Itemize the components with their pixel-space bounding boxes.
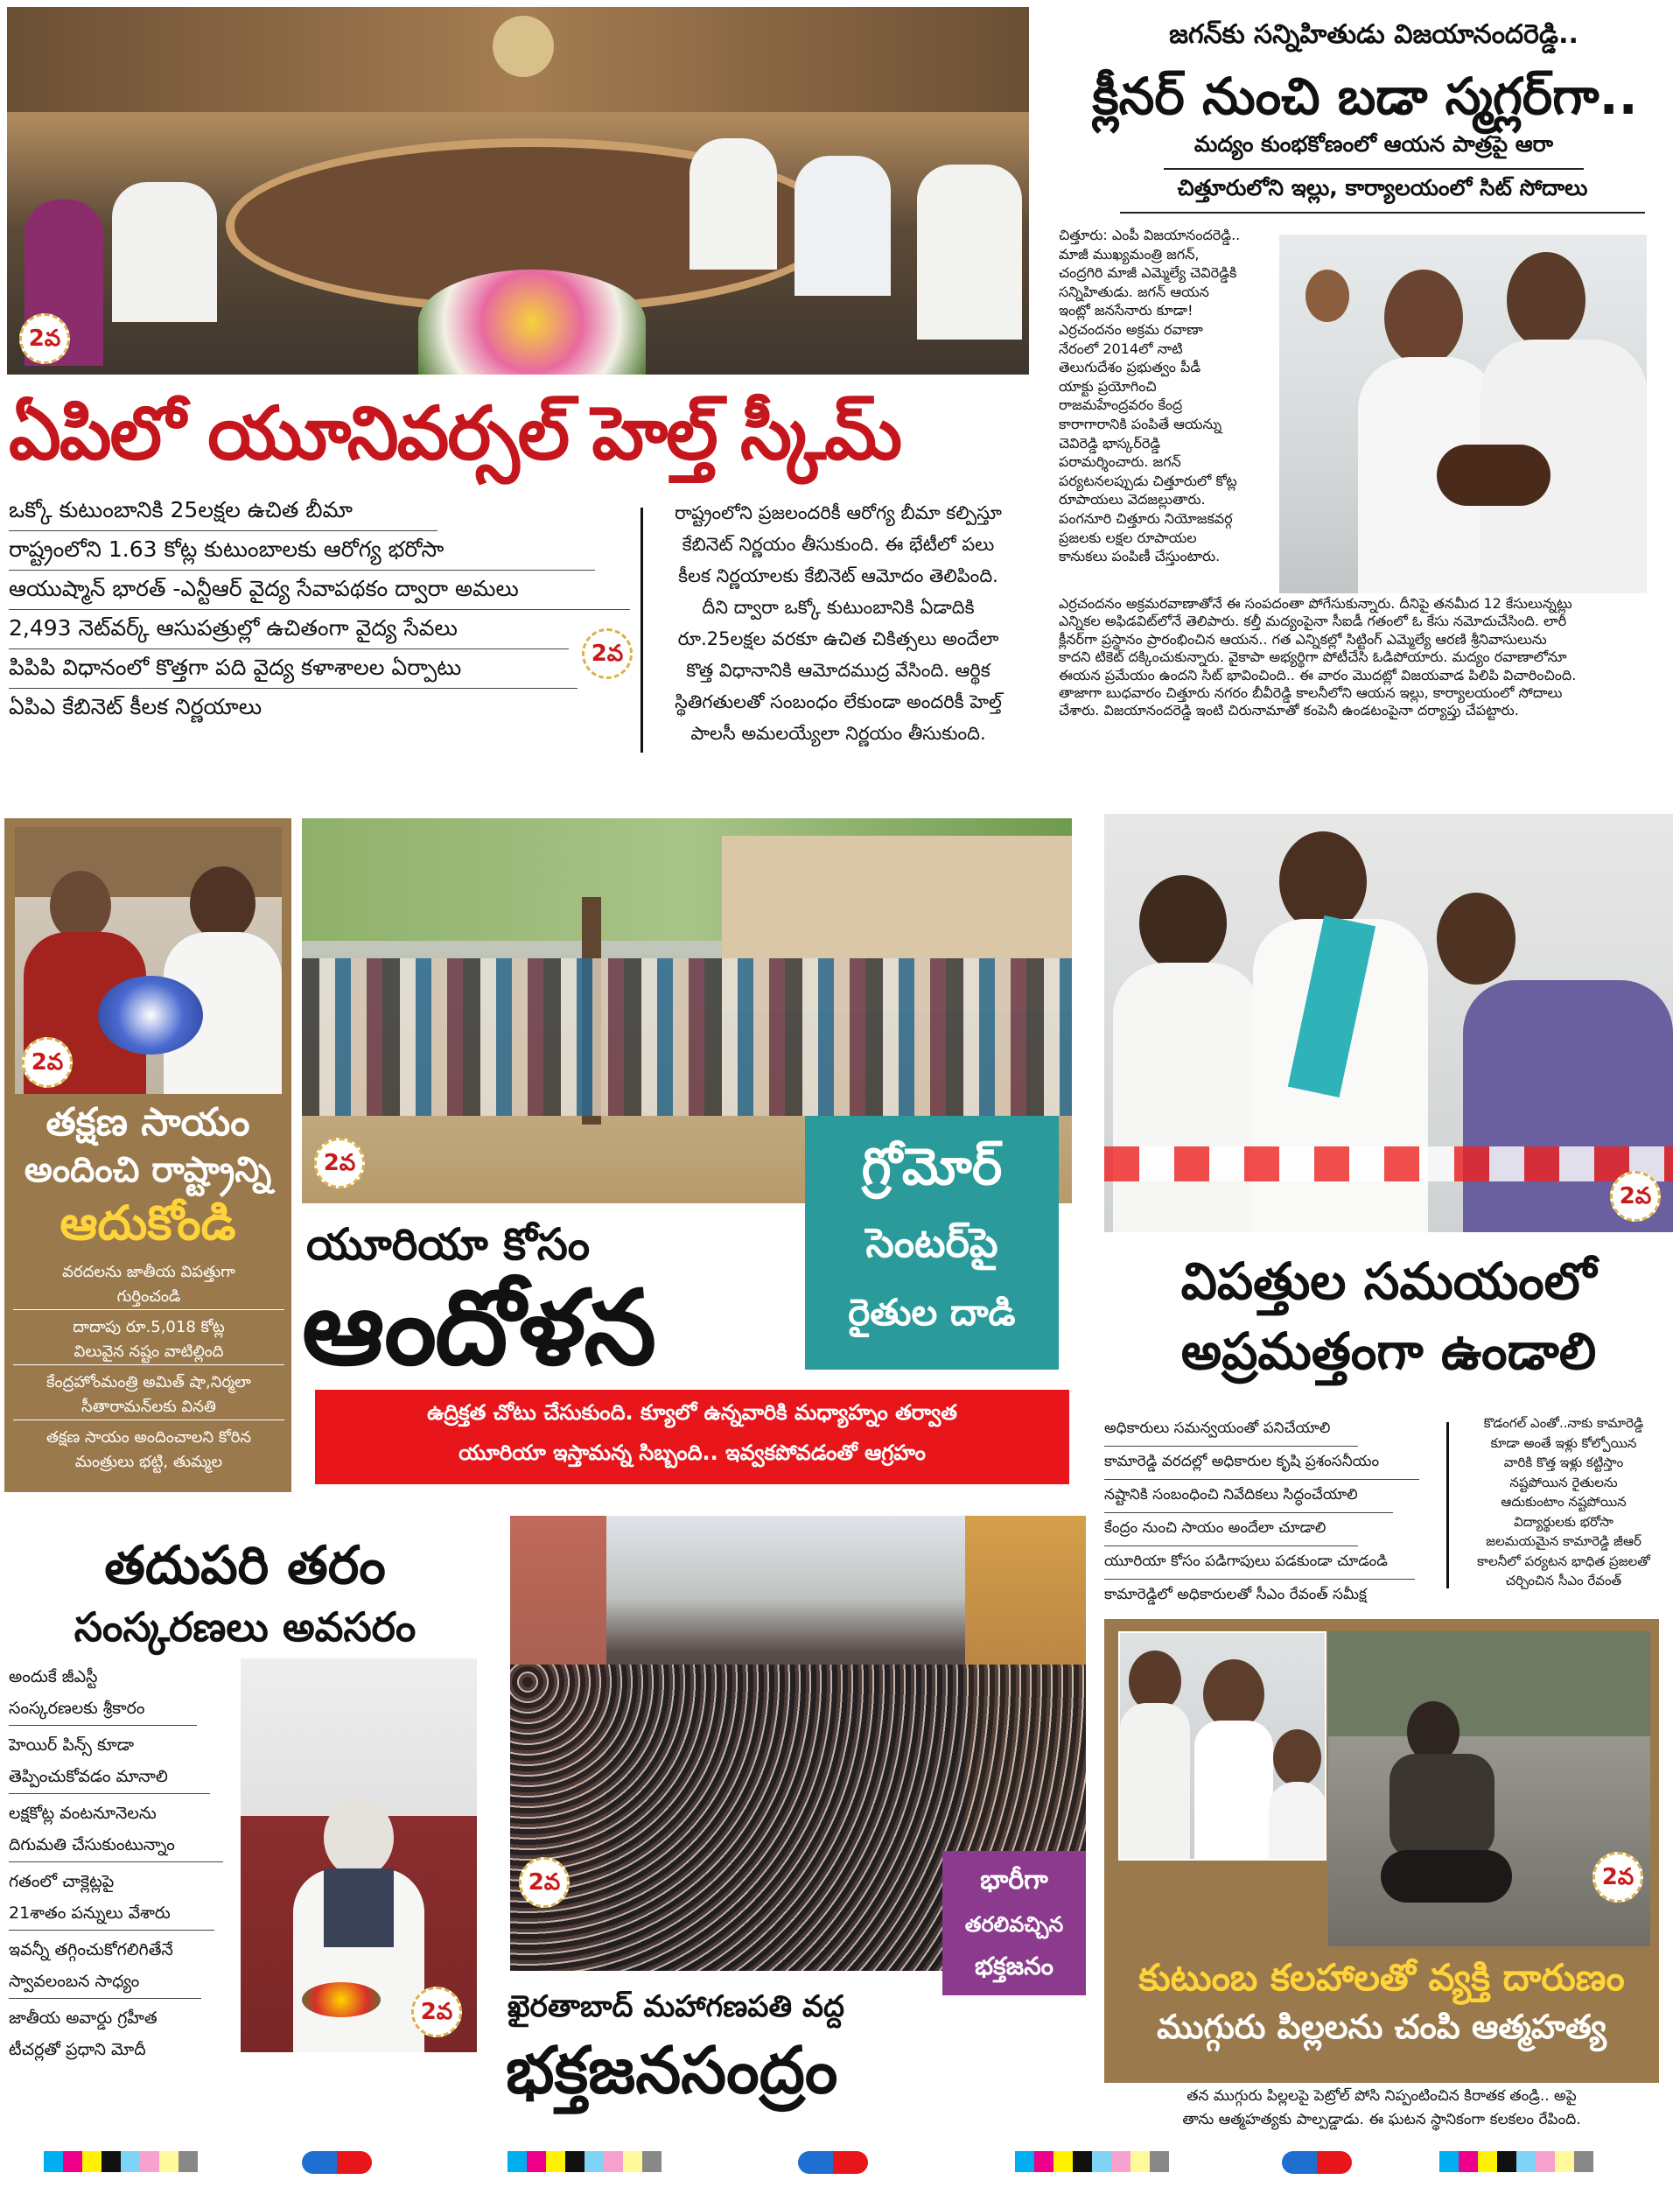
devotees-line-2: తరలివచ్చిన — [964, 1912, 1064, 1937]
body-line: ఎర్రచందనం అక్రమరవాణాతోనే ఈ సంపదంతా పోగేసుకున్నారు. దీనిపై తనమీద 12 కేసులున్నట్లు — [1059, 595, 1572, 612]
bullet-item: వరదలను జాతీయ విపత్తుగా — [62, 1263, 235, 1281]
devotees-box — [942, 1851, 1086, 1995]
family-tragedy-body — [1104, 2085, 1659, 2132]
bullet-item: రాష్ట్రంలోని 1.63 కోట్ల కుటుంబాలకు ఆరోగ్య భరోసా — [9, 531, 595, 571]
body-line: కూడా అంతే ఇళ్లు కోల్పోయిన — [1490, 1434, 1637, 1451]
bullet-item: గుర్తించండి — [13, 1285, 284, 1310]
bullet-item: పిపిపి విధానంలో కొత్తగా పది వైద్య కళాశాలల ఏర్పాటు — [9, 649, 578, 689]
bullet-item: సీతారామన్‌లకు వినతి — [13, 1395, 284, 1420]
body-line: కాదని టికెట్ దక్కించుకున్నారు. వైకాపా అభ్యర్థిగా పోటీచేసి ఓడిపోయారు. మద్యం రవాణాలోనూ — [1059, 648, 1567, 666]
health-scheme-headline: ఏపిలో యూనివర్సల్ హెల్త్ స్కీమ్ — [9, 390, 901, 476]
body-line: విద్యార్థులకు భరోసా — [1514, 1513, 1614, 1530]
body-line: సన్నిహితుడు. జగన్ ఆయన — [1059, 283, 1209, 300]
body-line: చర్చించిన సీఎం రేవంత్ — [1505, 1573, 1622, 1588]
body-line: స్థితిగతులతో సంబంధం లేకుండా అందరికీ హెల్త్ — [675, 691, 1002, 712]
bullet-item: ఒక్కో కుటుంబానికి 25లక్షల ఉచిత బీమా — [9, 492, 438, 531]
color-bar — [1015, 2151, 1169, 2172]
gromore-line-1: గ్రోమోర్ — [861, 1137, 1003, 1196]
smuggler-kicker: జగన్‌కు సన్నిహితుడు విజయానందరెడ్డి.. — [1169, 19, 1578, 50]
body-line: కానుకలు పంపిణీ చేస్తుంటారు. — [1059, 548, 1221, 565]
body-line: చెవిరెడ్డి భాస్కర్‌రెడ్డి — [1059, 434, 1161, 452]
color-bar — [44, 2151, 198, 2172]
body-line: ప్రజలకు లక్షల రూపాయల — [1059, 529, 1197, 546]
disaster-headline-2: అప్రమత్తంగా ఉండాలి — [1180, 1321, 1597, 1381]
flood-aid-bullets — [13, 1260, 284, 1475]
gst-bullets — [9, 1663, 228, 2066]
body-line: తెలుగుదేశం ప్రభుత్వం పీడీ — [1059, 359, 1201, 376]
urea-kicker: యూరియా కోసం — [306, 1219, 591, 1270]
body-line: యాక్టు ప్రయోగించి — [1059, 377, 1157, 395]
cctv-photo — [1328, 1631, 1650, 1946]
registration-pill — [798, 2151, 868, 2174]
bullet-item: ఏపిఎ కేబినెట్ కీలక నిర్ణయాలు — [9, 694, 262, 719]
page-badge: 2వ — [22, 1037, 73, 1088]
bullet-item: ఇవన్నీ తగ్గించుకోగలిగితేనే — [9, 1940, 173, 1959]
body-line: కేబినెట్ నిర్ణయం తీసుకుంది. ఈ భేటీలో పలు — [682, 534, 995, 555]
body-line: కాలనీలో పర్యటన భాధిత ప్రజలతో — [1477, 1553, 1650, 1569]
modi-photo — [241, 1658, 477, 2052]
color-bar — [1439, 2151, 1593, 2172]
smuggler-sub-2: చిత్తూరులోని ఇల్లు, కార్యాలయంలో సిట్ సోదాలు — [1120, 175, 1645, 214]
body-line: జలమయమైన కామారెడ్డి జీఆర్ — [1486, 1533, 1642, 1549]
health-scheme-bullets — [9, 492, 639, 727]
body-line: కీలక నిర్ణయాలకు కేబినెట్ ఆమోదం తెలిపింది. — [678, 565, 998, 586]
smuggler-headline: క్లీనర్ నుంచి బడా స్మగ్లర్‌గా.. — [1092, 67, 1638, 126]
bullet-item: అందుకే జీఎస్టీ — [9, 1667, 98, 1686]
color-bar — [508, 2151, 662, 2172]
body-line: తాజాగా బుధవారం చిత్తూరు నగరం బీవీరెడ్డి కాలనీలోని ఆయన ఇల్లు, కార్యాలయంలో సోదాలు — [1059, 684, 1563, 702]
bullet-item: యూరియా కోసం పడిగాపులు పడకుండా చూడండి — [1104, 1546, 1415, 1580]
disaster-bullets — [1104, 1413, 1437, 1612]
smuggler-sub-1: మద్యం కుంభకోణంలో ఆయన పాత్రపై ఆరా — [1164, 131, 1584, 170]
gst-headline-2: సంస్కరణలు అవసరం — [74, 1603, 416, 1651]
bullet-item: కామారెడ్డిలో అధికారులతో సీఎం రేవంత్ సమీక్ష — [1104, 1586, 1367, 1603]
devotees-line-1: భారీగా — [980, 1865, 1048, 1896]
arrow-rule — [1446, 1422, 1449, 1588]
body-line: పరామర్శించారు. జగన్ — [1059, 453, 1181, 471]
family-photo — [1118, 1631, 1326, 1861]
khairatabad-headline: భక్తజనసంద్రం — [506, 2033, 838, 2108]
body-line: క్లీనర్‌గా ప్రస్థానం ప్రారంభించిన ఆయన.. గత ఎన్నికల్లో సిట్టింగ్ ఎమ్మెల్యే ఆరణి శ్రీనివాసులును — [1059, 630, 1547, 648]
gromore-box — [805, 1116, 1059, 1370]
body-line: కొత్త విధానానికి ఆమోదముద్ర వేసింది. ఆర్థిక — [686, 660, 990, 681]
bullet-item: కేంద్రహోంమంత్రి అమిత్ షా,నిర్మలా — [46, 1373, 251, 1391]
urea-red-line-1: ఉద్రిక్తత చోటు చేసుకుంది. క్యూలో ఉన్నవారికి మధ్యాహ్నం తర్వాత — [427, 1400, 957, 1425]
smuggler-body-wide — [1059, 595, 1662, 720]
bullet-item: దిగుమతి చేసుకుంటున్నాం — [9, 1831, 223, 1863]
body-line: రాజమహేంద్రవరం కేంద్ర — [1059, 396, 1183, 414]
bullet-item: లక్షకోట్ల వంటనూనెలను — [9, 1804, 157, 1823]
bullet-item: అధికారులు సమన్వయంతో పనిచేయాలి — [1104, 1413, 1358, 1447]
body-line: ఈయన ప్రమేయం ఉందని సిట్ భావించింది.. ఈ వారం మొదట్లో విజయవాడ పిలిపి విచారించింది. — [1059, 666, 1577, 683]
khairatabad-kicker: ఖైరతాబాద్ మహాగణపతి వద్ద — [508, 1989, 845, 2024]
urea-headline: ఆందోళన — [302, 1267, 655, 1388]
body-line: కొడంగల్ ఎంతో..నాకు కామారెడ్డి — [1483, 1415, 1644, 1431]
registration-pill — [302, 2151, 372, 2174]
page-badge: 2వ — [19, 313, 70, 364]
disaster-headline-1: విపత్తుల సమయంలో — [1180, 1251, 1597, 1311]
page-badge: 2వ — [1592, 1852, 1643, 1903]
body-line: ఎర్రచందనం అక్రమ రవాణా — [1059, 320, 1203, 338]
body-line: ఎన్నికల అఫిడవిట్‌లోనే తెలిపారు. కల్తీ మద్యంపైనా సీఐడీ గతంలో ఓ కేసు నమోదుచేసింది. లారీ — [1059, 613, 1567, 630]
health-scheme-body — [654, 497, 1022, 749]
page-badge: 2వ — [411, 1987, 462, 2037]
body-line: పంగనూరి చిత్తూరు నియోజకవర్గ — [1059, 509, 1233, 527]
smuggler-body-narrow — [1059, 226, 1278, 566]
ministers-photo — [15, 827, 282, 1094]
gromore-line-2: సెంటర్‌పై — [865, 1219, 998, 1266]
body-line: మాజీ ముఖ్యమంత్రి జగన్, — [1059, 245, 1200, 263]
body-line: తన ముగ్గురు పిల్లలపై పెట్రోల్ పోసి నిప్పంటించిన కిరాతక తండ్రి.. అపై — [1186, 2087, 1577, 2105]
bullet-item: నష్టానికి సంబంధించి నివేదికలు సిద్ధంచేయాలి — [1104, 1480, 1393, 1513]
body-line: దీని ద్వారా ఒక్కో కుటుంబానికి ఏడాదికి — [702, 597, 975, 618]
bullet-item: స్వావలంబన సాధ్యం — [9, 1967, 201, 2000]
body-line: చంద్రగిరి మాజీ ఎమ్మెల్యే చెవిరెడ్డికి — [1059, 264, 1237, 282]
bullet-item: కేంద్రం నుంచి సాయం అందేలా చూడాలి — [1104, 1513, 1358, 1546]
body-line: నేరంలో 2014లో నాటి — [1059, 340, 1183, 357]
bullet-item: దాదాపు రూ.5,018 కోట్ల — [73, 1318, 225, 1336]
body-line: తాను ఆత్మహత్యకు పాల్పడ్డాడు. ఈ ఘటన స్థానికంగా కలకలం రేపింది. — [1182, 2111, 1581, 2128]
family-tragedy-headline-1: కుటుంబ కలహాలతో వ్యక్తి దారుణం — [1138, 1956, 1625, 1999]
gromore-line-3: రైతుల దాడి — [848, 1291, 1016, 1334]
bullet-item: హెయిర్ పిన్స్ కూడా — [9, 1735, 135, 1755]
revanth-photo — [1104, 814, 1673, 1232]
body-line: చిత్తూరు: ఎంపీ విజయానందరెడ్డి.. — [1059, 227, 1241, 243]
gst-headline-1: తదుపరి తరం — [104, 1535, 386, 1596]
bullet-item: ఆయుష్మాన్ భారత్ -ఎన్టీఆర్ వైద్య సేవాపథకం ద్వారా అమలు — [9, 571, 630, 610]
flood-aid-headline-1: తక్షణ సాయం — [46, 1100, 250, 1145]
body-line: రాష్ట్రంలోని ప్రజలందరికీ ఆరోగ్య బీమా కల్పిస్తూ — [675, 502, 1002, 523]
bullet-item: 2,493 నెట్‌వర్క్ ఆసుపత్రుల్లో ఉచితంగా వైద్య సేవలు — [9, 610, 569, 649]
urea-red-line-2: యూరియా ఇస్తామన్న సిబ్బంది.. ఇవ్వకపోవడంతో ఆగ్రహం — [458, 1440, 926, 1465]
cabinet-meeting-photo — [7, 7, 1029, 375]
bullet-item: జాతీయ అవార్డు గ్రహీత — [9, 2008, 158, 2028]
body-line: చేశారు. విజయానందరెడ్డి ఇంటి చిరునామాతో కంపెనీ ఉండటంపైనా దర్యాప్తు చేపట్టారు. — [1059, 702, 1519, 719]
body-line: పర్యటనలప్పుడు చిత్తూరులో కోట్ల — [1059, 472, 1237, 489]
body-line: రూపాయలు వెదజల్లుతారు. — [1059, 491, 1206, 508]
bullet-item: గతంలో చాక్లెట్లపై — [9, 1872, 115, 1891]
smuggler-photo — [1279, 235, 1647, 593]
flood-aid-box — [4, 818, 291, 1492]
body-line: కారాగారానికి పంపితే ఆయన్ను — [1059, 415, 1222, 432]
flood-aid-headline-2: అందించి రాష్ట్రాన్ని — [24, 1150, 272, 1190]
flood-aid-headline-3: ఆదుకోండి — [60, 1195, 236, 1251]
family-tragedy-headline-2: ముగ్గురు పిల్లలను చంపి ఆత్మహత్య — [1157, 2008, 1606, 2046]
family-tragedy-box — [1104, 1619, 1659, 2083]
bullet-item: సంస్కరణలకు శ్రీకారం — [9, 1694, 197, 1727]
page-badge: 2వ — [1610, 1171, 1661, 1222]
body-line: రూ.25లక్షల వరకూ ఉచిత చికిత్సలు అందేలా — [677, 628, 999, 649]
arrow-rule — [640, 508, 643, 753]
urea-red-banner — [315, 1390, 1069, 1484]
devotees-line-3: భక్తజనం — [975, 1952, 1054, 1980]
page-badge: 2వ — [519, 1857, 570, 1908]
registration-pill — [1282, 2151, 1352, 2174]
bullet-item: టీచర్లతో ప్రధాని మోదీ — [9, 2039, 146, 2059]
body-line: నష్టపోయిన రైతులను — [1509, 1474, 1618, 1490]
bullet-item: 21శాతం పన్నులు వేశారు — [9, 1899, 214, 1931]
bullet-item: కామారెడ్డి వరదల్లో అధికారుల కృషి ప్రశంసనీయం — [1104, 1447, 1419, 1480]
body-line: ఇంట్లో జనసేనారు కూడా! — [1059, 302, 1194, 319]
body-line: వారికి కొత్త ఇళ్లు కట్టిస్తాం — [1503, 1454, 1624, 1470]
page-badge: 2వ — [314, 1138, 365, 1188]
body-line: ఆదుకుంటాం నష్టపోయిన — [1501, 1494, 1627, 1510]
bullet-item: విలువైన నష్టం వాటిల్లింది — [13, 1340, 284, 1365]
body-line: పాలసీ అమలయ్యేలా నిర్ణయం తీసుకుంది. — [690, 723, 986, 744]
bullet-item: మంత్రులు భట్టి, తుమ్మల — [74, 1453, 223, 1471]
bullet-item: తక్షణ సాయం అందించాలని కోరిన — [46, 1428, 252, 1447]
disaster-side-text — [1454, 1413, 1673, 1591]
bullet-item: తెప్పించుకోవడం మానాలి — [9, 1763, 210, 1795]
page-badge: 2వ — [582, 628, 633, 679]
